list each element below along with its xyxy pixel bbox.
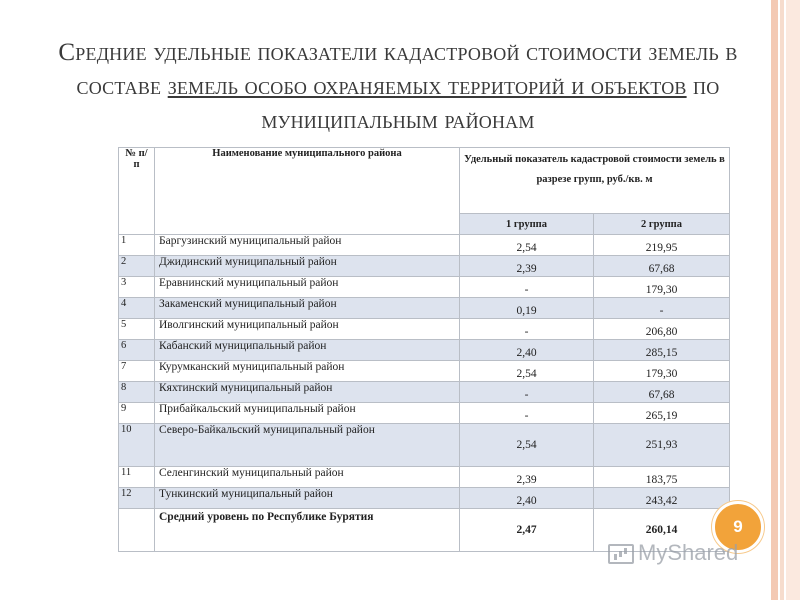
row-num: 5	[119, 319, 155, 340]
slide-number-badge: 9	[712, 501, 764, 553]
row-num: 6	[119, 340, 155, 361]
table-row	[119, 382, 730, 403]
row-group1: -	[460, 382, 594, 403]
row-name: Курумканский муниципальный район	[155, 361, 460, 382]
average-group2: 260,14	[594, 509, 730, 552]
table-row	[119, 361, 730, 382]
row-group2: 251,93	[594, 424, 730, 467]
row-group2: 206,80	[594, 319, 730, 340]
header-group1: 1 группа	[460, 214, 594, 235]
slide-title	[18, 36, 778, 138]
table-row	[119, 319, 730, 340]
row-group1: -	[460, 403, 594, 424]
row-group2: 179,30	[594, 361, 730, 382]
row-num: 12	[119, 488, 155, 509]
row-group2: 67,68	[594, 256, 730, 277]
row-num: 7	[119, 361, 155, 382]
title-part1: Средние удельные показатели кадастровой стоимости земель в составе	[58, 39, 738, 100]
row-name: Еравнинский муниципальный район	[155, 277, 460, 298]
average-label: Средний уровень по Республике Бурятия	[155, 509, 460, 552]
row-name: Северо-Байкальский муниципальный район	[155, 424, 460, 467]
row-name: Тункинский муниципальный район	[155, 488, 460, 509]
cadastral-table	[118, 147, 730, 552]
table-row	[119, 467, 730, 488]
row-group2: 219,95	[594, 235, 730, 256]
row-name: Кабанский муниципальный район	[155, 340, 460, 361]
header-num: № п/п	[119, 148, 155, 235]
row-name: Прибайкальский муниципальный район	[155, 403, 460, 424]
row-group1: -	[460, 277, 594, 298]
row-num: 9	[119, 403, 155, 424]
table-row	[119, 298, 730, 319]
row-num: 3	[119, 277, 155, 298]
row-group1: -	[460, 319, 594, 340]
row-num: 11	[119, 467, 155, 488]
table-row	[119, 424, 730, 467]
row-num-empty	[119, 509, 155, 552]
title-part2: по муниципальным районам	[261, 73, 720, 134]
chart-icon	[608, 544, 634, 564]
decor-stripe	[780, 0, 784, 600]
row-name: Баргузинский муниципальный район	[155, 235, 460, 256]
row-group1: 2,40	[460, 340, 594, 361]
row-num: 8	[119, 382, 155, 403]
row-group1: 2,39	[460, 467, 594, 488]
row-name: Селенгинский муниципальный район	[155, 467, 460, 488]
row-name: Джидинский муниципальный район	[155, 256, 460, 277]
header-group2: 2 группа	[594, 214, 730, 235]
row-name: Иволгинский муниципальный район	[155, 319, 460, 340]
row-group1: 2,39	[460, 256, 594, 277]
row-group1: 2,54	[460, 424, 594, 467]
row-group2: 265,19	[594, 403, 730, 424]
header-value: Удельный показатель кадастровой стоимости земель в разрезе групп, руб./кв. м	[460, 148, 730, 214]
row-group2: 179,30	[594, 277, 730, 298]
row-group2: 243,42	[594, 488, 730, 509]
row-num: 1	[119, 235, 155, 256]
row-group1: 2,40	[460, 488, 594, 509]
row-group2: 285,15	[594, 340, 730, 361]
row-name: Закаменский муниципальный район	[155, 298, 460, 319]
table-row	[119, 235, 730, 256]
row-num: 2	[119, 256, 155, 277]
title-underlined: земель особо охраняемых территорий и объектов	[167, 73, 687, 100]
row-num: 10	[119, 424, 155, 467]
table-row	[119, 277, 730, 298]
average-group1: 2,47	[460, 509, 594, 552]
row-group2: -	[594, 298, 730, 319]
watermark-text: MyShared	[638, 540, 739, 565]
row-group1: 2,54	[460, 361, 594, 382]
header-name: Наименование муниципального района	[155, 148, 460, 235]
table-row	[119, 488, 730, 509]
row-num: 4	[119, 298, 155, 319]
watermark	[608, 540, 738, 566]
row-group1: 2,54	[460, 235, 594, 256]
row-group1: 0,19	[460, 298, 594, 319]
table-row	[119, 340, 730, 361]
table-row	[119, 256, 730, 277]
row-group2: 183,75	[594, 467, 730, 488]
table-row	[119, 403, 730, 424]
row-name: Кяхтинский муниципальный район	[155, 382, 460, 403]
decor-stripe	[786, 0, 800, 600]
row-group2: 67,68	[594, 382, 730, 403]
